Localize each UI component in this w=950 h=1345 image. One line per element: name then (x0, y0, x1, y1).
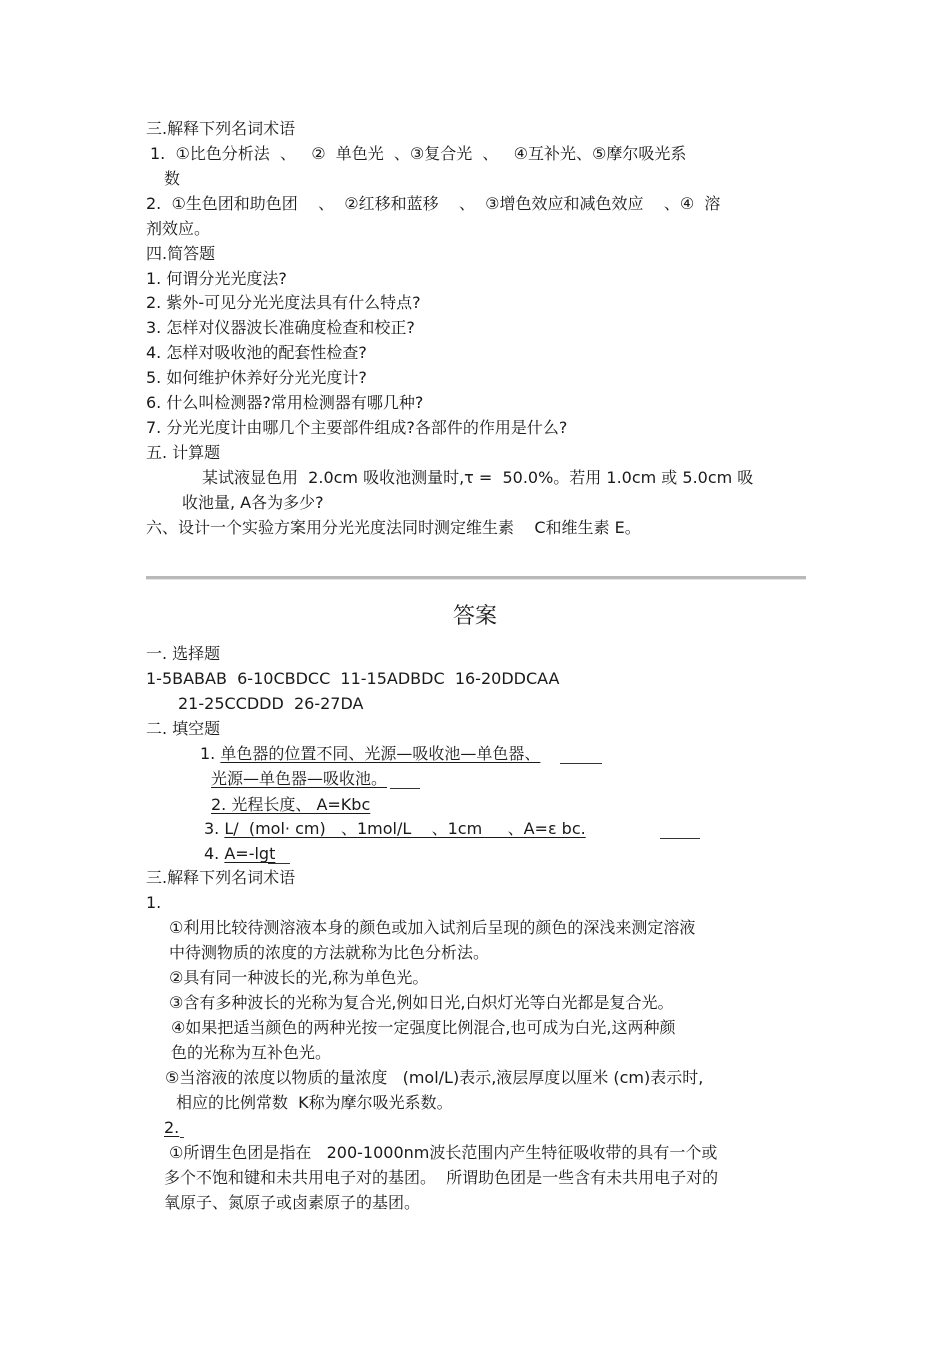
answers-choice-line: 1-5BABAB 6-10CBDCC 11-15ADBDC 16-20DDCAA (146, 669, 560, 688)
definition-text: ④如果把适当颜色的两种光按一定强度比例混合,也可成为白光,这两种颜 (171, 1018, 676, 1037)
definition-text: ①利用比较待测溶液本身的颜色或加入试剂后呈现的颜色的深浅来测定溶液 (169, 918, 696, 937)
answers-sec3-title: 三.解释下列名词术语 (146, 868, 296, 887)
answers-title: 答案 (452, 604, 497, 629)
section4-item: 1. 何谓分光光度法? (146, 269, 287, 288)
section-divider (146, 576, 806, 580)
definition-text: ⑤当溶液的浓度以物质的量浓度 (mol/L)表示,液层厚度以厘米 (cm)表示时, (165, 1068, 704, 1087)
definition-text: ②具有同一种波长的光,称为单色光。 (169, 968, 429, 987)
fill-number: 1. (200, 744, 221, 763)
fill-number: 3. (204, 819, 225, 838)
answers-sec1-title: 一. 选择题 (146, 644, 221, 663)
fill-number: 4. (204, 844, 225, 863)
underline (660, 838, 700, 839)
answers-sec3-number: 2. (164, 1118, 180, 1137)
definition-text: 相应的比例常数 K称为摩尔吸光系数。 (176, 1093, 453, 1112)
answers-choice-line: 21-25CCDDD 26-27DA (178, 694, 364, 713)
section3-q1: 1. ①比色分析法 、 ② 单色光 、③复合光 、 ④互补光、⑤摩尔吸光系 (150, 144, 687, 163)
underline (390, 788, 420, 789)
section4-item: 7. 分光光度计由哪几个主要部件组成?各部件的作用是什么? (146, 418, 568, 437)
definition-text: 氧原子、氮原子或卤素原子的基团。 (164, 1193, 421, 1212)
section6-text: 六、设计一个实验方案用分光光度法同时测定维生素 C和维生素 E。 (146, 518, 641, 537)
underline (560, 763, 602, 764)
definition-text: ③含有多种波长的光称为复合光,例如日光,白炽灯光等白光都是复合光。 (169, 993, 674, 1012)
section4-item: 6. 什么叫检测器?常用检测器有哪几种? (146, 393, 424, 412)
section5-title: 五. 计算题 (146, 443, 221, 462)
section4-title: 四.简答题 (146, 244, 216, 263)
fill-answer-3 (204, 818, 586, 840)
answers-sec2-title: 二. 填空题 (146, 719, 221, 738)
fill-answer-2: 2. 光程长度、 A=Kbc (211, 795, 371, 814)
section3-q1-cont: 数 (164, 169, 181, 188)
section3-q2-cont: 剂效应。 (146, 219, 211, 238)
section4-item: 4. 怎样对吸收池的配套性检查? (146, 343, 367, 362)
section4-item: 3. 怎样对仪器波长准确度检查和校正? (146, 318, 415, 337)
fill-answer-4 (204, 843, 275, 865)
definition-text: 中待测物质的浓度的方法就称为比色分析法。 (169, 943, 490, 962)
section3-title: 三.解释下列名词术语 (146, 119, 296, 138)
section4-item: 5. 如何维护休养好分光光度计? (146, 368, 367, 387)
fill-answer-text: L/ (mol· cm) 、1mol/L 、1cm 、A=ε bc. (224, 819, 586, 838)
section4-item: 2. 紫外-可见分光光度法具有什么特点? (146, 293, 421, 312)
definition-text: ①所谓生色团是指在 200-1000nm波长范围内产生特征吸收带的具有一个或 (169, 1143, 718, 1162)
definition-text: 色的光称为互补色光。 (171, 1043, 332, 1062)
fill-answer-text: 单色器的位置不同、光源—吸收池—单色器、 (220, 744, 541, 763)
underline (268, 863, 290, 864)
fill-answer-1 (200, 743, 540, 765)
underline (180, 1137, 184, 1138)
definition-text: 多个不饱和键和未共用电子对的基团。 所谓助色团是一些含有未共用电子对的 (164, 1168, 719, 1187)
section5-text-cont: 收池量, A各为多少? (182, 493, 324, 512)
section5-text: 某试液显色用 2.0cm 吸收池测量时,τ = 50.0%。若用 1.0cm 或 5.0cm 吸 (202, 468, 754, 487)
answers-sec3-number: 1. (146, 893, 162, 912)
section3-q2: 2. ①生色团和助色团 、 ②红移和蓝移 、 ③增色效应和减色效应 、④ 溶 (146, 194, 721, 213)
fill-answer-text: A=-lgt (224, 844, 276, 863)
fill-answer-1-cont: 光源—单色器—吸收池。 (211, 769, 388, 788)
